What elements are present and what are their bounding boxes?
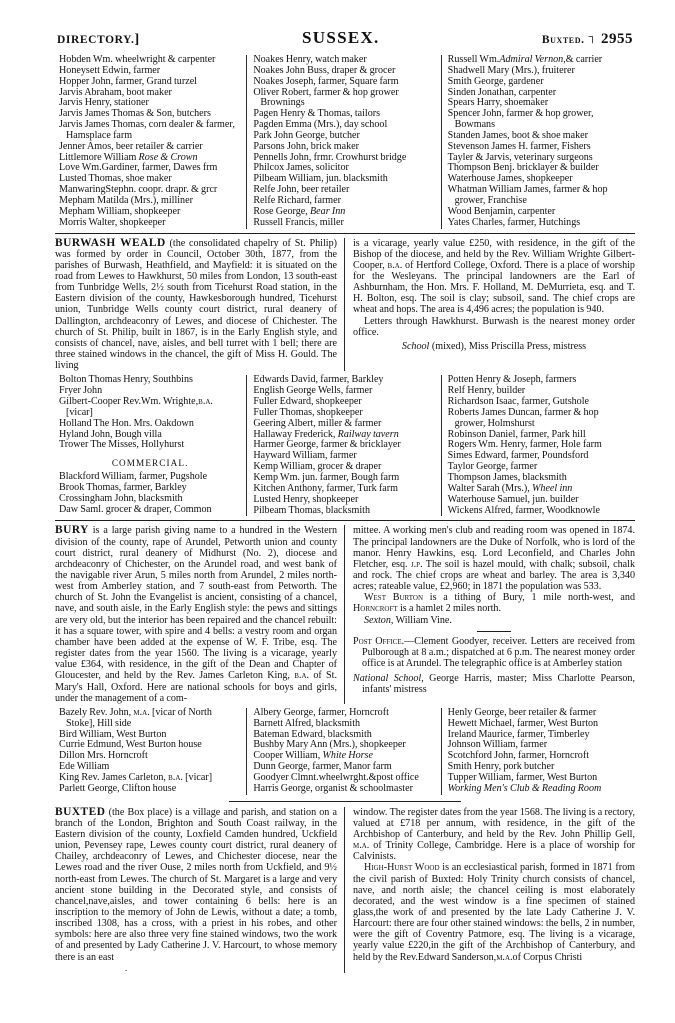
directory-entry: Rogers Wm. Henry, farmer, Hole farm xyxy=(447,439,602,451)
directory-entry: Thompson Benj. bricklayer & builder xyxy=(447,162,599,174)
section-divider xyxy=(55,233,635,234)
directory-entry: Whatman William James, farmer & hop grower, Franchise xyxy=(447,184,608,206)
bury-column-2 xyxy=(246,708,440,795)
directory-entry: Russell Francis, miller xyxy=(253,216,344,228)
directory-entry: Waterhouse Samuel, jun. builder xyxy=(447,493,579,505)
bury-sexton: Sexton, William Vine. xyxy=(364,614,452,626)
directory-entry: Park John George, butcher xyxy=(253,129,360,141)
directory-column-1 xyxy=(55,55,246,229)
burwash-weald-letters-note: Letters through Hawkhurst. Burwash is the nearest money order office. xyxy=(353,315,635,338)
directory-entry: Bird William, West Burton xyxy=(59,728,167,740)
directory-entry: Pennells John, frmr. Crowhurst bridge xyxy=(253,151,407,163)
directory-entry: Mepham Matilda (Mrs.), milliner xyxy=(59,194,193,206)
burwash-weald-description-left xyxy=(55,238,337,372)
directory-entry: Brook Thomas, farmer, Barkley xyxy=(59,482,187,494)
directory-entry: Hayward William, farmer xyxy=(253,450,357,462)
burwash-weald-body-left: (the consolidated chapelry of St. Philip) was formed by order in Council, October 30th, 1877, from the parishes of Burwash, Heathfield, and Mayfield: it is situated on the road from Lewes to Hawkhurst, 50 miles from London, 13 south-east from Tunbridge Wells, 2½ south from Ticehurst Road station, in the Eastern division of the county, Hawkesborough hundred, Ticehurst union, Tunbridge Wells county court district, rural deanery of Dallington, archdeaconry of Lewes, and diocese of Chichester. The church of St. Philip, built in 1867, is in the Early English style, and consists of chancel, nave, aisles, and bell turret with 1 bell; there are three stained windows in the chancel, the gift of Miss H. Gould. The living xyxy=(55,237,337,372)
directory-entry: Kemp Wm. jun. farmer, Bough farm xyxy=(253,471,400,483)
bury-prose-left xyxy=(55,525,344,704)
bury-paragraph xyxy=(55,525,337,704)
directory-entry: Relf Henry, builder xyxy=(447,385,526,397)
directory-column-2 xyxy=(246,55,440,229)
directory-entry: Parlett George, Clifton house xyxy=(59,782,177,794)
directory-entry: Currie Edmund, West Burton house xyxy=(59,739,202,751)
directory-entry: Noakes Joseph, farmer, Square farm xyxy=(253,75,399,87)
page-number: 2955 xyxy=(601,31,633,47)
burwash-weald-commercial-list xyxy=(59,472,241,515)
burwash-weald-prose-left xyxy=(55,238,344,372)
directory-entry: Pagden Emma (Mrs.), day school xyxy=(253,119,388,131)
directory-entry: Bushby Mary Ann (Mrs.), shopkeeper xyxy=(253,739,406,751)
directory-entry: King Rev. James Carleton, b.a. [vicar] xyxy=(59,771,213,783)
directory-entry: Yates Charles, farmer, Hutchings xyxy=(447,216,581,228)
directory-entry: Wood Benjamin, carpenter xyxy=(447,205,556,217)
directory-entry: Ede William xyxy=(59,761,110,773)
directory-entry: Robinson Daniel, farmer, Park hill xyxy=(447,428,586,440)
directory-entry: Holland The Hon. Mrs. Oakdown xyxy=(59,417,194,429)
directory-entry: Roberts James Duncan, farmer & hop grower, Holmshurst xyxy=(447,406,599,429)
directory-entry: English George Wells, farmer xyxy=(253,385,373,397)
buxted-description-left xyxy=(55,807,337,963)
running-head-left-label: DIRECTORY. xyxy=(57,34,135,46)
directory-entry: Pagen Henry & Thomas, tailors xyxy=(253,108,381,120)
bury-services xyxy=(353,636,635,696)
running-head xyxy=(55,28,635,48)
buxted-body-right: window. The register dates from the year 1568. The living is a rectory, valued at £718 per annum, with residence, in the gift of the Archbishop of Canterbury, and held by the Rev. John Phillip Gell, m.a. of Trinity College, Cambridge. Here is a place of worship for Calvinists. xyxy=(353,806,635,863)
directory-entry: Henly George, beer retailer & farmer xyxy=(447,706,597,718)
directory-entry: Spencer John, farmer & hop grower, Bowmans xyxy=(447,108,594,131)
buxted-prose-right xyxy=(344,807,635,973)
directory-entry: ManwaringStephn. coopr. drapr. & grcr xyxy=(59,184,218,196)
directory-entry: Albery George, farmer, Horncroft xyxy=(253,706,389,718)
section-divider-3 xyxy=(229,801,461,802)
directory-entry: Trower The Misses, Hollyhurst xyxy=(59,439,185,451)
bury-tithing-note: West Burton is a tithing of Bury, 1 mile north-west, and Horncroft is a hamlet 2 miles north. xyxy=(353,592,635,615)
directory-entry: Daw Saml. grocer & draper, Common xyxy=(59,503,212,515)
bury-prose xyxy=(55,525,635,704)
directory-entry: Littlemore William Rose & Crown xyxy=(59,151,198,163)
burwash-weald-body-right: is a vicarage, yearly value £250, with residence, in the gift of the Bishop of the diocese, and held by the Rev. William Wrighte Gilbert-Cooper, b.a. of Hertford College, Oxford. There is a place of worship for the Wesleyans. The principal landowners are the Earl of Ashburnham, the Hon. Mrs. F. Holland, M. DeMurrieta, esq. and T. H. Bolton, esq. The soil is clay; subsoil, sand. The chief crops are wheat and hops. The area is 4,496 acres; the population is 940. xyxy=(353,237,635,316)
directory-entry: Rose George, Bear Inn xyxy=(253,205,346,217)
directory-entry: Pilbeam William, jun. blacksmith xyxy=(253,173,388,185)
directory-entry: Tayler & Jarvis, veterinary surgeons xyxy=(447,151,593,163)
directory-entry: Ireland Maurice, farmer, Timberley xyxy=(447,728,590,740)
directory-entry: Richardson Isaac, farmer, Gutshole xyxy=(447,396,590,408)
directory-entry: Morris Walter, shopkeeper xyxy=(59,216,166,228)
directory-entry: Thompson James, blacksmith xyxy=(447,471,567,483)
directory-entry: Waterhouse James, shopkeeper xyxy=(447,173,573,185)
directory-entry: Hyland John, Bough villa xyxy=(59,428,162,440)
directory-entry: Fuller Thomas, shopkeeper xyxy=(253,406,363,418)
buxted-description-right xyxy=(353,807,635,963)
buxted-paragraph xyxy=(55,807,337,963)
directory-entry: Crossingham John, blacksmith xyxy=(59,492,183,504)
directory-entry: Simes Edward, farmer, Poundsford xyxy=(447,450,589,462)
directory-entry: Goodyer Clmnt.wheelwrght.&post office xyxy=(253,771,419,783)
directory-entry: Kitchen Anthony, farmer, Turk farm xyxy=(253,482,398,494)
directory-entry: Harmer George, farmer & bricklayer xyxy=(253,439,401,451)
directory-column-3 xyxy=(441,55,635,229)
directory-entry: Stevenson James H. farmer, Fishers xyxy=(447,140,591,152)
bury-body-right: mittee. A working men's club and reading room was opened in 1874. The principal landowners are the Duke of Norfolk, who is lord of the manor. Henry Hawkins, esq. Lord Leconfield, and Charles John Fletcher, esq. j.p. The soil is hazel mould, with chalk; subsoil, chalk and rock. The chief crops are wheat and barley. The area is 3,340 acres; rateable value, £2,960; in 1871 the population was 533. xyxy=(353,525,635,593)
directory-entry: Gilbert-Cooper Rev.Wm. Wrighte,b.a. [vicar] xyxy=(59,396,213,418)
directory-entry: Hewett Michael, farmer, West Burton xyxy=(447,717,599,729)
burwash-directory-columns xyxy=(55,55,635,229)
running-head-right xyxy=(542,31,633,48)
directory-entry: Potten Henry & Joseph, farmers xyxy=(447,374,577,386)
bury-body-left: is a large parish giving name to a hundred in the Western division of the county, rape of Arundel, Petworth union and county court district, rural deanery of Midhurst (No. 2), diocese and archdeaconry of Chichester, on the Arundel road, and west bank of the navigable river Arun, 5 miles north from Arundel, 2 miles north-west from Amberley station, and 7 south-east from Petworth. The church of St. John the Evangelist is ancient, consisting of a chancel, nave, and south aisle, in the Early English style: the pews and sittings are very old, but the interior has been repaired and the chancel rebuilt: it has a square tower, with spire and 4 bells: a vestry room and organ chamber have been added at the expense of W. F. Tribe, esq. The register dates from the year 1560. The living is a vicarage, yearly value £364, with residence, in the gift of the Dean and Chapter of Gloucester, and held by the Rev. James Carleton King, b.a. of St. Mary's Hall, Oxford. Here are national schools for boys and girls, under the management of a com- xyxy=(55,525,338,704)
bury-column-3 xyxy=(441,708,635,795)
directory-entry: Sinden Jonathan, carpenter xyxy=(447,86,557,98)
directory-entry: Noakes John Buss, draper & grocer xyxy=(253,64,396,76)
directory-entry: Russell Wm.Admiral Vernon,& carrier xyxy=(447,54,603,65)
bury-post-office: Post Office.—Clement Goodyer, receiver. Letters are received from Pulborough at 8 a.m.; dispatched at 6 p.m. The nearest money order office is at Arundel. The telegraphic office is at Amberley station xyxy=(353,635,635,670)
bury-description-left xyxy=(55,525,337,704)
directory-entry: Relfe John, beer retailer xyxy=(253,184,350,196)
directory-entry: Bolton Thomas Henry, Southbins xyxy=(59,374,193,386)
directory-entry: Oliver Robert, farmer & hop grower Brownings xyxy=(253,86,399,109)
directory-entry: Bateman Edward, blacksmith xyxy=(253,728,372,740)
directory-entry: Hopper John, farmer, Grand turzel xyxy=(59,75,197,87)
running-head-bracket: ] xyxy=(134,32,140,47)
directory-entry: Pilbeam Thomas, blacksmith xyxy=(253,504,371,516)
directory-entry: Jenner Amos, beer retailer & carrier xyxy=(59,140,203,152)
place-name-buxted: BUXTED xyxy=(55,805,106,818)
running-head-place: Buxted. xyxy=(541,34,585,46)
directory-entry: Relfe Richard, farmer xyxy=(253,194,342,206)
directory-entry: Parsons John, brick maker xyxy=(253,140,359,152)
directory-entry: Dunn George, farmer, Manor farm xyxy=(253,761,392,773)
directory-entry: Taylor George, farmer xyxy=(447,461,538,473)
directory-entry: Love Wm.Gardiner, farmer, Dawes frm xyxy=(59,162,218,174)
buxted-highhurst-wood: High-Hurst Wood is an ecclesiastical parish, formed in 1871 from the civil parish of Buxted: Holy Trinity church consists of chancel, nave, and north aisle; the chancel ceiling is most elaborately decorated, and the west window is a fine specimen of stained glass,the work of and presented by the late Lady Catherine J. V. Harcourt: there are four other stained windows: the bells, 2 in number, were the gift of Coventry Patmore, esq. The living is a vicarage, yearly value £220,in the gift of the Archbishop of Canterbury, and held by the Rev.Edward Sanderson,m.a.of Corpus Christi xyxy=(353,862,635,963)
directory-entry: Scotchford John, farmer, Horncroft xyxy=(447,750,590,762)
directory-entry: Smith George, gardener xyxy=(447,75,544,87)
commercial-heading: COMMERCIAL. xyxy=(111,458,189,469)
directory-entry: Kemp William, grocer & draper xyxy=(253,461,382,473)
running-head-left xyxy=(57,32,140,48)
directory-entry: Jarvis Abraham, boot maker xyxy=(59,86,172,98)
directory-entry: Jarvis James Thomas & Son, butchers xyxy=(59,108,211,120)
directory-entry: Noakes Henry, watch maker xyxy=(253,54,367,65)
directory-entry: Lusted Thomas, shoe maker xyxy=(59,173,172,185)
directory-entry: Mepham William, shopkeeper xyxy=(59,205,181,217)
section-divider-2 xyxy=(55,520,635,521)
burwash-weald-paragraph xyxy=(55,238,337,372)
running-head-county: SUSSEX. xyxy=(302,28,380,47)
buxted-prose-left xyxy=(55,807,344,973)
burwash-weald-prose xyxy=(55,238,635,372)
page-artifact: . xyxy=(125,962,128,973)
directory-entry: Wickens Alfred, farmer, Woodknowle xyxy=(447,504,600,516)
directory-entry: Honeysett Edwin, farmer xyxy=(59,64,161,76)
directory-entry: Hobden Wm. wheelwright & carpenter xyxy=(59,54,216,65)
burwash-weald-description-right xyxy=(353,238,635,338)
burwash-weald-directory-columns xyxy=(55,375,635,516)
directory-entry: Edwards David, farmer, Barkley xyxy=(253,374,384,386)
directory-entry: Jarvis Henry, stationer xyxy=(59,97,149,109)
directory-entry: Working Men's Club & Reading Room xyxy=(447,782,602,794)
directory-entry: Standen James, boot & shoe maker xyxy=(447,129,589,141)
place-name-burwash-weald: BURWASH WEALD xyxy=(55,236,166,249)
directory-entry: Harris George, organist & schoolmaster xyxy=(253,782,413,794)
bury-column-1 xyxy=(55,708,246,795)
place-name-bury: BURY xyxy=(55,524,89,537)
directory-entry: Cooper William, White Horse xyxy=(253,750,373,762)
bury-directory-columns xyxy=(55,708,635,795)
directory-entry: Dillon Mrs. Horncroft xyxy=(59,750,148,762)
directory-entry: Walter Sarah (Mrs.), Wheel inn xyxy=(447,482,573,494)
directory-entry: Fuller Edward, shopkeeper xyxy=(253,396,362,408)
directory-entry: Lusted Henry, shopkeeper xyxy=(253,493,359,505)
directory-entry: Johnson William, farmer xyxy=(447,739,548,751)
burwash-weald-prose-right xyxy=(344,238,635,372)
directory-entry: Smith Henry, pork butcher xyxy=(447,761,555,773)
burwash-weald-column-3 xyxy=(441,375,635,516)
directory-entry: Jarvis James Thomas, corn dealer & farmer, Hamsplace farm xyxy=(59,119,235,141)
bury-prose-right xyxy=(344,525,635,704)
burwash-weald-column-2 xyxy=(246,375,440,516)
directory-entry: Philcox James, solicitor xyxy=(253,162,349,174)
directory-entry: Hallaway Frederick, Railway tavern xyxy=(253,428,399,440)
directory-entry: Tupper William, farmer, West Burton xyxy=(447,771,598,783)
burwash-weald-school-note: School (mixed), Miss Priscilla Press, mistress xyxy=(401,340,587,352)
burwash-weald-private-list xyxy=(59,375,241,451)
directory-entry: Spears Harry, shoemaker xyxy=(447,97,549,109)
bury-national-school: National School, George Harris, master; Miss Charlotte Pearson, infants' mistress xyxy=(353,673,635,696)
burwash-weald-column-1 xyxy=(55,375,246,516)
directory-entry: Geering Albert, miller & farmer xyxy=(253,417,382,429)
buxted-prose xyxy=(55,807,635,973)
directory-entry: Barnett Alfred, blacksmith xyxy=(253,717,361,729)
directory-entry: Bazely Rev. John, m.a. [vicar of North Stoke], Hill side xyxy=(59,706,212,729)
buxted-body-left: (the Box place) is a village and parish, and station on a branch of the London, Brighton and South Coast railway, in the Eastern division of the county, Loxfield Camden hundred, Uckfield union, Pevensey rape, Lewes county court district, rural deanery of Chailey, archdeaconry of Lewes, and Chichester diocese, near the Lewes road and the river Ouse, 2 miles north from Uckfield, and 9½ north-east from Lewes. The church of St. Margaret is a large and very ancient stone building in the Decorated style, and consists of chancel,nave,aisles, and tower containing 6 bells: here is an inscription to the memory of John de Lewis, without a date; a tomb, inscribed 1308, has a cross, with a priest in his robes, and other symbols: here are also three very fine stained windows, two the work of and presented by Lady Catherine J. V. Harcourt, to whose memory there is an east xyxy=(55,806,337,963)
directory-entry: Shadwell Mary (Mrs.), fruiterer xyxy=(447,64,575,76)
bury-description-right xyxy=(353,525,635,625)
directory-entry: Fryer John xyxy=(59,385,103,397)
directory-entry: Blackford William, farmer, Pugshole xyxy=(59,471,208,483)
ornament-rule xyxy=(477,631,511,632)
corner-mark-icon: ┐ xyxy=(588,31,597,43)
